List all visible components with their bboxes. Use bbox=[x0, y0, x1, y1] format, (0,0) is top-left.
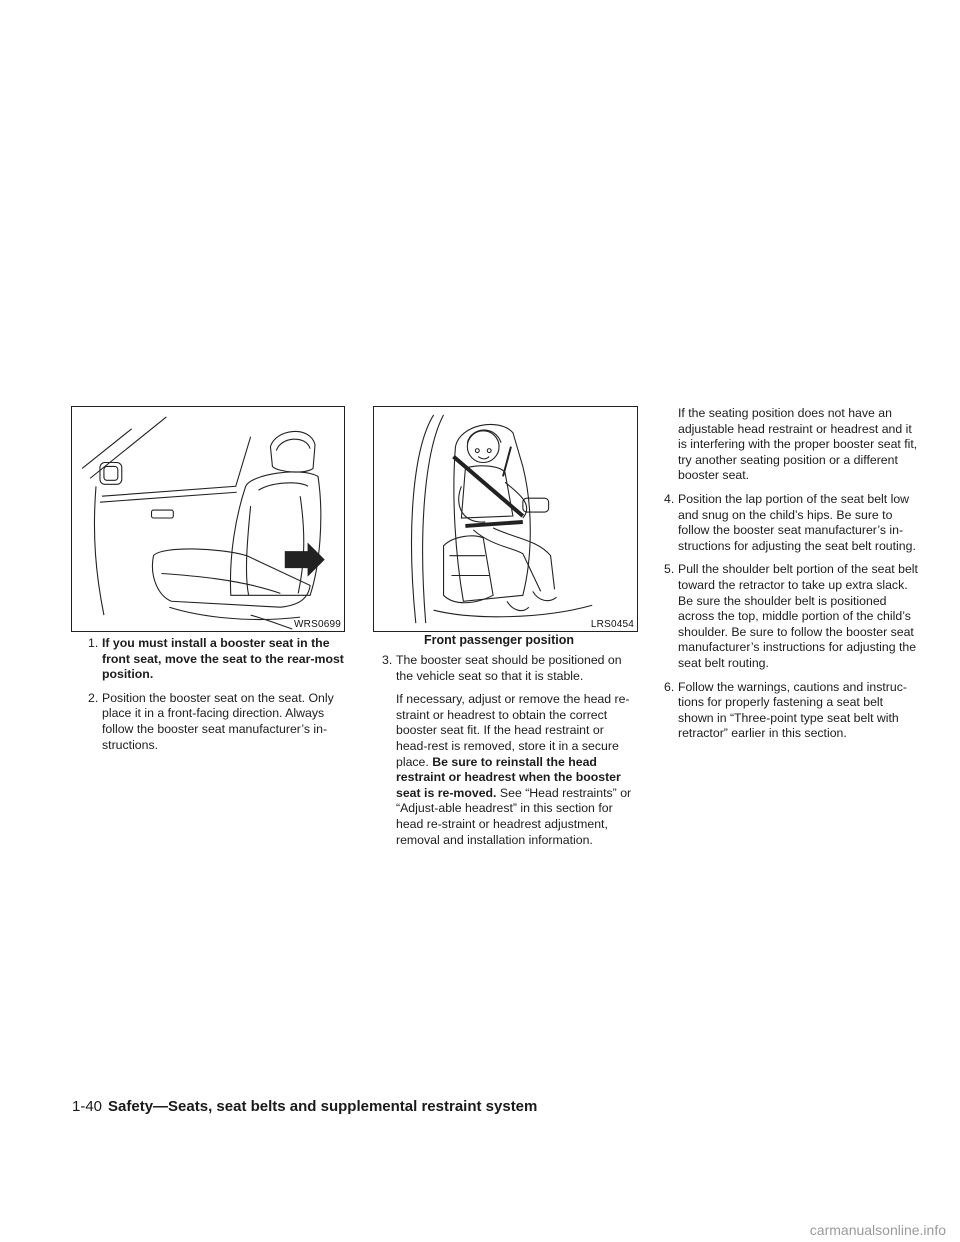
figure-code: WRS0699 bbox=[294, 619, 341, 630]
section-title: Safety—Seats, seat belts and supplemental restraint system bbox=[108, 1098, 538, 1115]
column-3 bbox=[664, 406, 920, 750]
column-2 bbox=[382, 653, 638, 856]
detail-text-2: See “Head restraints” or “Adjust-able headrest” in this section for head re-straint or headrest adjustment, removal and installation information. bbox=[396, 785, 632, 847]
step-2 bbox=[88, 691, 346, 753]
front-seat-with-arrow-illustration bbox=[72, 407, 344, 631]
step-3-continued: If the seating position does not have an adjustable head restraint or headrest and it is interfering with the proper booster seat fit, try another seating position or a different booster seat. bbox=[678, 406, 918, 483]
step-text: Position the lap portion of the seat belt low and snug on the child’s hips. Be sure to follow the booster seat manufacturer’s in-structions for adjusting the seat belt routing. bbox=[678, 491, 916, 553]
figure-front-seat bbox=[71, 406, 345, 632]
step-4 bbox=[664, 492, 920, 554]
step-number: 4. bbox=[664, 491, 675, 506]
step-3 bbox=[382, 653, 638, 684]
step-1 bbox=[88, 636, 346, 683]
detail-text-1: If necessary, adjust or remove the head re-straint or headrest to obtain the correct booster seat fit. If the head restraint or head-rest is removed, store it in a secure place. bbox=[396, 692, 630, 769]
step-3-detail bbox=[396, 692, 638, 848]
detail-warning: Be sure to reinstall the head restraint or headrest when the booster seat is re-moved. bbox=[396, 754, 621, 800]
figure-code: LRS0454 bbox=[590, 619, 634, 630]
step-text: Position the booster seat on the seat. Only place it in a front-facing direction. Always follow the booster seat manufacturer’s in-structions. bbox=[102, 690, 334, 752]
step-number: 3. bbox=[382, 653, 393, 667]
page-number: 1-40 bbox=[72, 1098, 103, 1115]
page-footer bbox=[72, 1098, 537, 1115]
child-in-booster-seat-illustration bbox=[374, 407, 637, 631]
step-number: 5. bbox=[664, 562, 675, 577]
step-number: 2. bbox=[88, 690, 99, 705]
watermark: carmanualsonline.info bbox=[809, 1222, 946, 1238]
step-number: 1. bbox=[88, 636, 99, 650]
figure-booster-seat bbox=[373, 406, 638, 632]
figure-caption: Front passenger position bbox=[424, 633, 575, 647]
step-text: Pull the shoulder belt portion of the seat belt toward the retractor to take up extra slack. Be sure the shoulder belt is positioned across the top, middle portion of the child’s shoulder. Be sure to follow the booster seat manufacturer’s instructions for adjusting the seat belt routing. bbox=[678, 562, 918, 670]
step-number: 6. bbox=[664, 679, 675, 694]
step-6 bbox=[664, 680, 920, 742]
step-text: The booster seat should be positioned on the vehicle seat so that it is stable. bbox=[396, 653, 622, 683]
column-1 bbox=[88, 636, 346, 761]
step-text: Follow the warnings, cautions and instruc-tions for properly fastening a seat belt shown in “Three-point type seat belt with retractor” earlier in this section. bbox=[678, 679, 907, 741]
step-5 bbox=[664, 562, 920, 671]
step-text: If you must install a booster seat in the front seat, move the seat to the rear-most position. bbox=[102, 636, 344, 682]
